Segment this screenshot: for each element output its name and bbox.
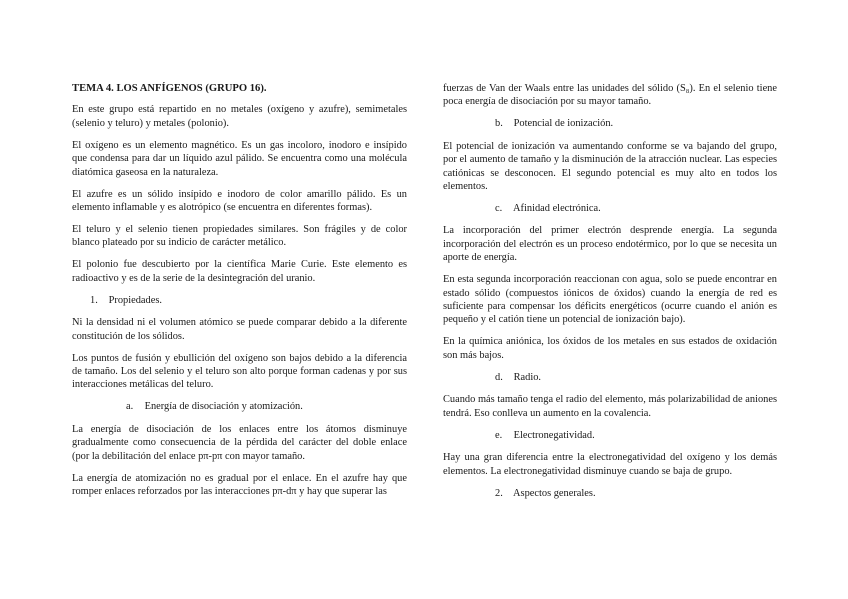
document-title: TEMA 4. LOS ANFÍGENOS (GRUPO 16).	[72, 83, 267, 94]
section-number: 1.	[90, 294, 98, 306]
subsection-label: Electronegatividad.	[513, 429, 595, 441]
paragraph-second-incorporation: En esta segunda incorporación reaccionan con agua, solo se puede encontrar en estado sólido (compuestos iónicos de óxidos) cuando la energía de red es suficiente para compensar los déficits energéticos (ocurre cuando el anión es pequeño y el catión tiene un potencial de ionización bajo).	[443, 274, 777, 326]
section-heading-general-aspects	[443, 487, 777, 500]
subsection-heading-ionization	[443, 117, 777, 130]
subsection-label: Afinidad electrónica.	[513, 203, 601, 215]
subsection-label: Potencial de ionización.	[513, 118, 614, 130]
right-column	[443, 82, 777, 509]
subsection-label: Energía de disociación y atomización.	[144, 401, 303, 413]
subsection-letter: b.	[495, 118, 503, 130]
paragraph-density: Ni la densidad ni el volumen atómico se puede comparar debido a la diferente constitución de los sólidos.	[72, 317, 407, 342]
paragraph-anionic-chemistry: En la química aniónica, los óxidos de los metales en sus estados de oxidación son más bajos.	[443, 336, 777, 361]
subsection-letter: a.	[126, 401, 134, 413]
subsection-letter: e.	[495, 429, 503, 441]
section-label: Propiedades.	[108, 294, 162, 306]
section-number: 2.	[495, 487, 503, 499]
paragraph-radius: Cuando más tamaño tenga el radio del elemento, más polarizabilidad de aniones tendrá. Eso conlleva un aumento en la covalencia.	[443, 394, 777, 419]
paragraph-tellurium-selenium: El teluro y el selenio tienen propiedades similares. Son frágiles y de color blanco plateado por su indicio de carácter metálico.	[72, 224, 407, 249]
paragraph-atomization-energy: La energía de atomización no es gradual por el enlace. En el azufre hay que romper enlaces reforzados por las interacciones pπ-dπ y hay que superar las	[72, 472, 407, 498]
left-column	[72, 82, 407, 507]
subsection-letter: d.	[495, 371, 503, 383]
paragraph-dissociation-energy: La energía de disociación de los enlaces entre los átomos disminuye gradualmente como consecuencia de la pérdida del carácter del doble enlace (por la debilitación del enlace pπ-pπ con mayor tamaño.	[72, 423, 407, 462]
paragraph-polonium: El polonio fue descubierto por la científica Marie Curie. Este elemento es radioactivo y es de la serie de la desintegración del uranio.	[72, 259, 407, 284]
subsection-label: Radio.	[513, 371, 542, 383]
subsection-heading-electron-affinity	[443, 202, 777, 215]
paragraph-intro: En este grupo está repartido en no metales (oxígeno y azufre), semimetales (selenio y teluro) y metales (polonio).	[72, 104, 407, 129]
subsection-heading-dissociation	[72, 400, 407, 413]
paragraph-electronegativity: Hay una gran diferencia entre la electronegatividad del oxígeno y los demás elementos. La electronegatividad disminuye cuando se baja de grupo.	[443, 452, 777, 477]
section-label: Aspectos generales.	[513, 487, 596, 499]
subsection-heading-radius	[443, 371, 777, 384]
subsection-letter: c.	[495, 203, 503, 215]
paragraph-first-electron: La incorporación del primer electrón desprende energía. La segunda incorporación del electrón es un proceso endotérmico, por lo que se necesita un aporte de energía.	[443, 225, 777, 264]
subsection-heading-electronegativity	[443, 429, 777, 442]
paragraph-oxygen: El oxígeno es un elemento magnético. Es un gas incoloro, inodoro e insípido que condensa para dar un líquido azul pálido. Se encuentra como una molécula diatómica gaseosa en la naturaleza.	[72, 139, 407, 178]
paragraph-van-der-waals: fuerzas de Van der Waals entre las unidades del sólido (S₈). En el selenio tiene poca energía de disociación por su mayor tamaño.	[443, 83, 777, 108]
paragraph-melting-points: Los puntos de fusión y ebullición del oxígeno son bajos debido a la diferencia de tamaño. Los del selenio y el teluro son alto porque forman cadenas y por sus interacciones metálicas del teluro.	[72, 352, 407, 391]
paragraph-ionization-potential: El potencial de ionización va aumentando conforme se va bajando del grupo, por el aumento de tamaño y la disminución de la atracción nuclear. Las especies catiónicas se desconocen. El segundo potencial es muy alto en todos los elementos.	[443, 140, 777, 193]
paragraph-sulfur: El azufre es un sólido insípido e inodoro de color amarillo pálido. Es un elemento inflamable y es alotrópico (se encuentra en diferentes formas).	[72, 188, 407, 214]
section-heading-properties	[72, 294, 407, 307]
